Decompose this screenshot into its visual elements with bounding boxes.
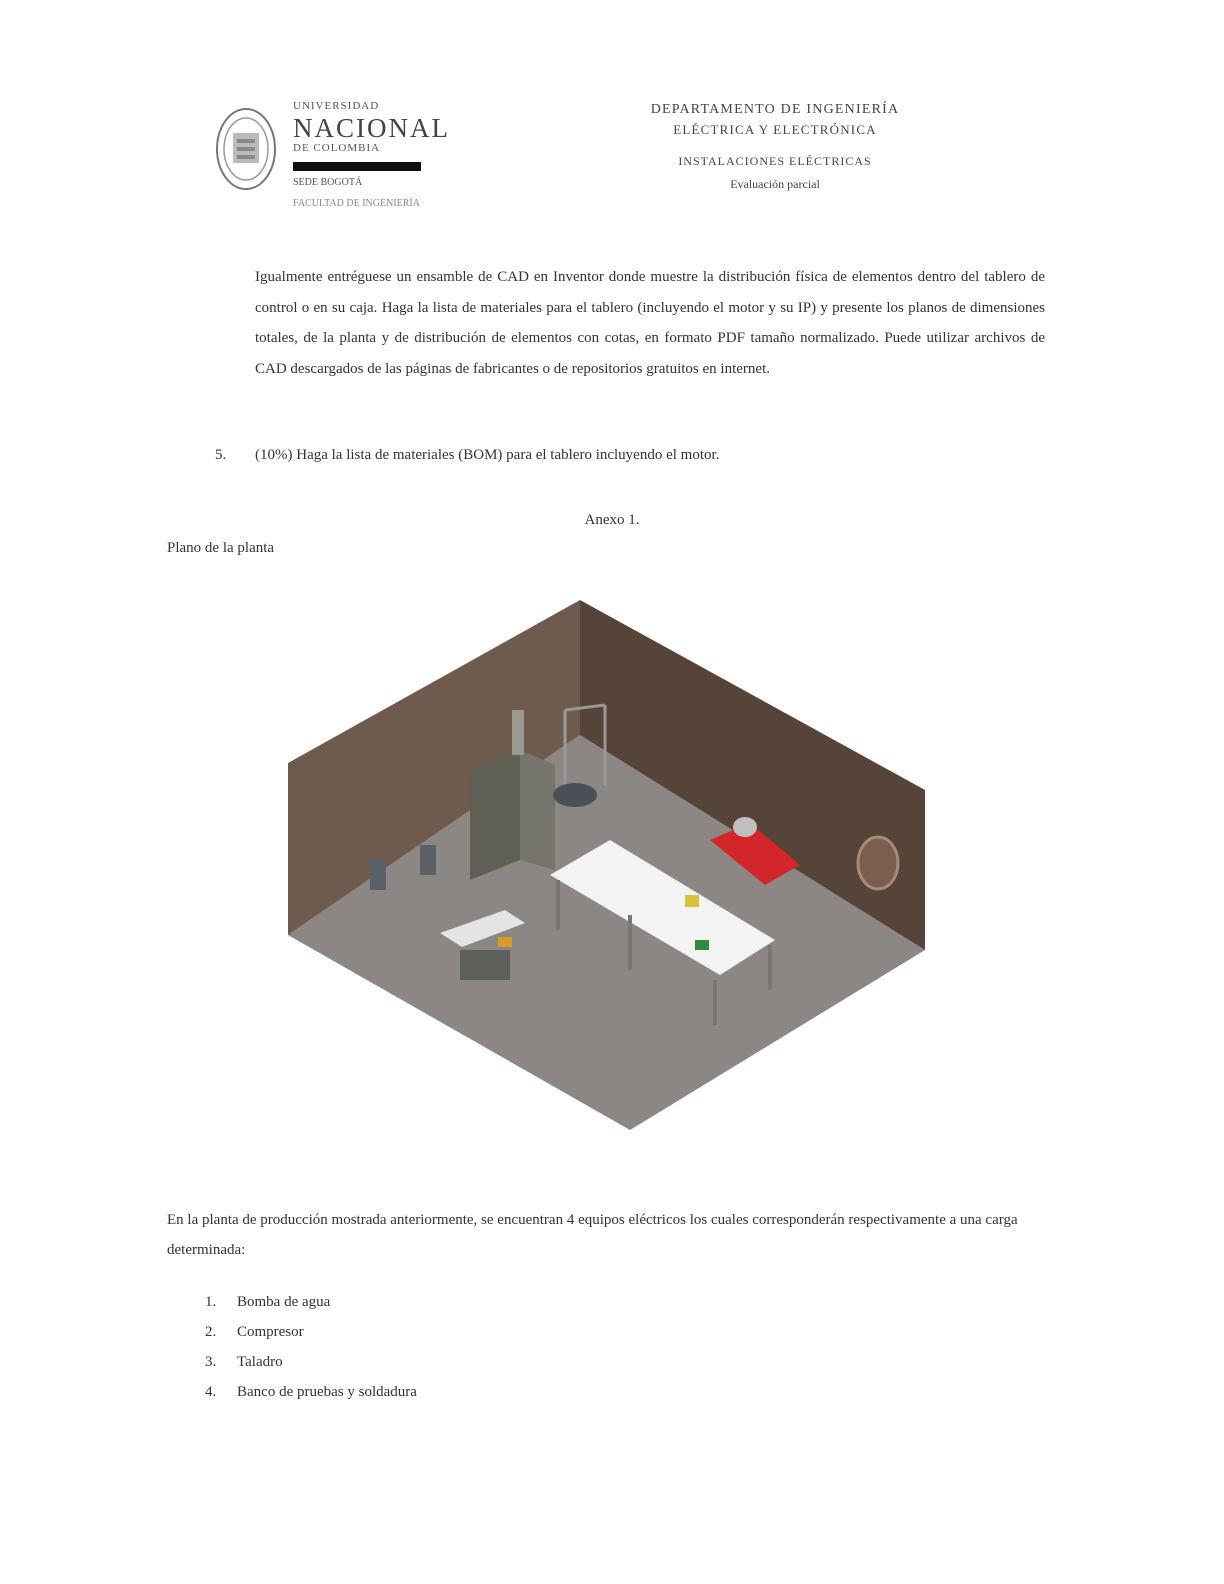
item-number: 5. xyxy=(215,447,227,463)
loads-list xyxy=(205,1287,417,1407)
plant-floor-image xyxy=(280,595,940,1135)
table-item-green xyxy=(695,940,709,950)
department-line2: ELÉCTRICA Y ELECTRÓNICA xyxy=(673,122,877,137)
annex-title: Anexo 1. xyxy=(584,512,640,528)
department-line1: DEPARTAMENTO DE INGENIERÍA xyxy=(650,102,900,117)
header-right xyxy=(600,102,950,192)
list-item: 2. Compresor xyxy=(205,1324,304,1340)
paragraph-loads: En la planta de producción mostrada anteriormente, se encuentran 4 equipos eléctricos los cuales corresponderán respectivamente a una carga determinada: xyxy=(167,1212,1018,1258)
university-logo xyxy=(215,100,450,225)
list-item: 3. Taladro xyxy=(205,1354,283,1370)
university-name: NACIONAL xyxy=(293,113,450,143)
list-item: 1. Bomba de agua xyxy=(205,1294,331,1310)
faculty-label: FACULTAD DE INGENIERÍA xyxy=(293,198,420,210)
logo-bar xyxy=(293,162,421,171)
university-small: UNIVERSIDAD xyxy=(293,100,380,112)
table-item-yellow xyxy=(685,895,699,907)
campus-label: SEDE BOGOTÁ xyxy=(293,177,363,189)
university-seal-icon xyxy=(215,105,277,193)
evaluation-label: Evaluación parcial xyxy=(730,177,820,191)
plan-label: Plano de la planta xyxy=(167,540,275,556)
paragraph-cad: Igualmente entréguese un ensamble de CAD en Inventor donde muestre la distribución física de elementos dentro del tablero de control o en su caja. Haga la lista de materiales para el tablero (incluyendo el motor y su IP) y presente los planos de dimensiones totales, de la planta y de distribución de elementos con cotas, en formato PDF tamaño normalizado. Puede utilizar archivos de CAD descargados de las páginas de fabricantes o de repositorios gratuitos en internet. xyxy=(255,269,1045,377)
pump xyxy=(553,783,597,807)
list-item: 4. Banco de pruebas y soldadura xyxy=(205,1384,417,1400)
wall-fixture xyxy=(858,837,898,889)
item-text: (10%) Haga la lista de materiales (BOM) para el tablero incluyendo el motor. xyxy=(255,447,720,463)
university-country: DE COLOMBIA xyxy=(293,142,381,155)
list-item-5 xyxy=(215,447,1045,464)
course-title: INSTALACIONES ELÉCTRICAS xyxy=(678,154,872,168)
